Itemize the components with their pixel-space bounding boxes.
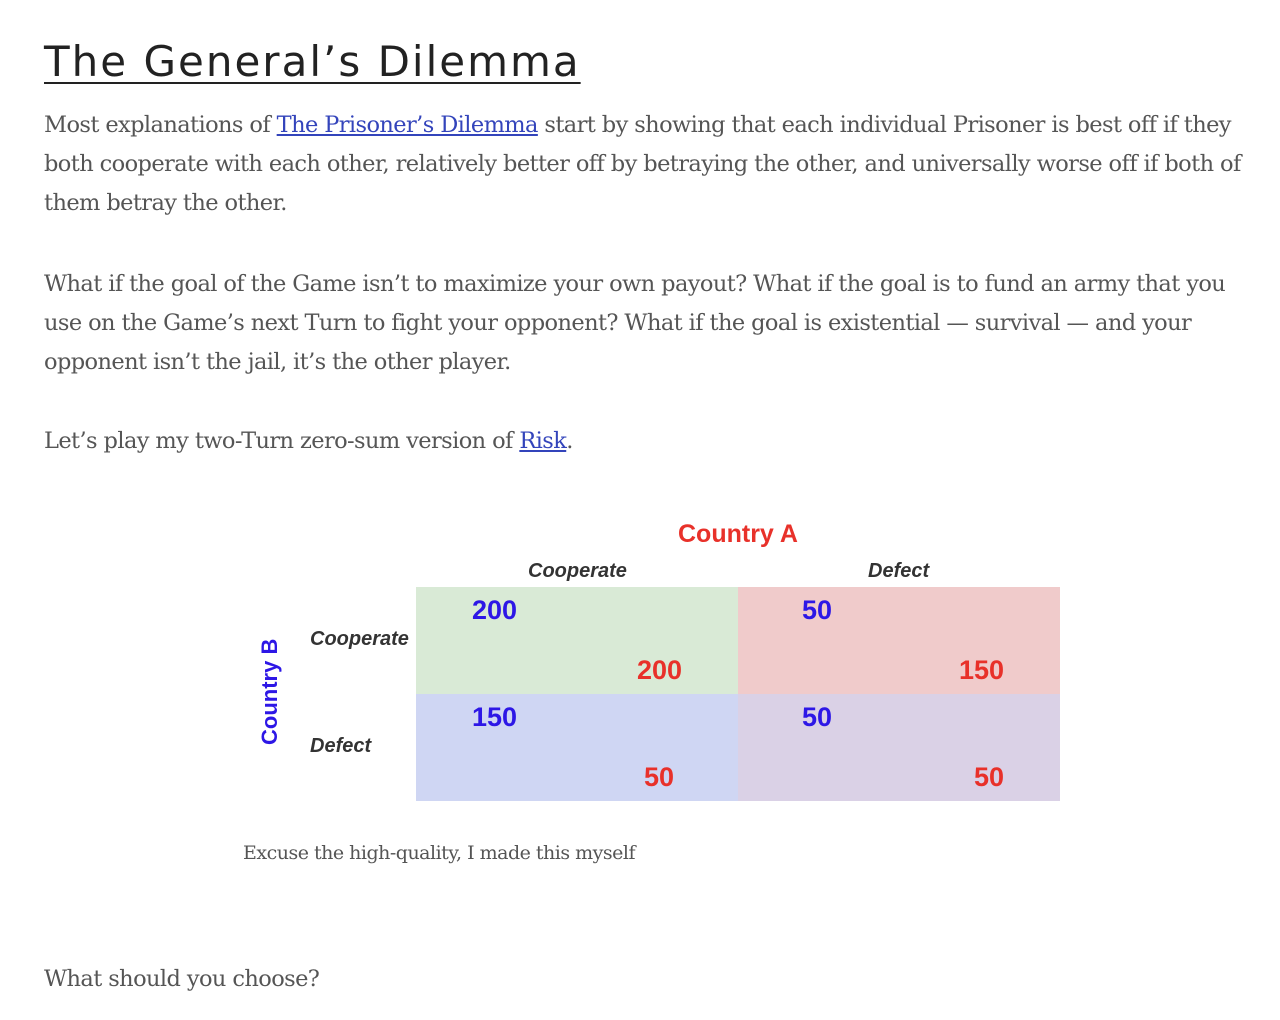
payoff-country-b: 50 xyxy=(802,702,833,732)
row-player-label: Country B xyxy=(257,638,282,746)
payoff-country-a: 150 xyxy=(958,655,1004,685)
paragraph-goal: What if the goal of the Game isn’t to maximize your own payout? What if the goal is to fund an army that you use on the Game’s next Turn to fight your opponent? What if the goal is existential — survival — and your opponent isn’t the jail, it’s the other player. xyxy=(44,271,1226,375)
prisoners-dilemma-link[interactable]: The Prisoner’s Dilemma xyxy=(276,112,538,138)
cell-cooperate-cooperate xyxy=(416,587,738,694)
payoff-country-b: 200 xyxy=(472,595,518,625)
payoff-grid xyxy=(416,587,1060,801)
column-header-cooperate: Cooperate xyxy=(528,560,627,582)
column-header-defect: Defect xyxy=(868,560,930,582)
column-player-label: Country A xyxy=(678,520,798,548)
paragraph-intro-text-end: start by showing that each individual Prisoner is best off if they both cooperate with each other, relatively better off by betraying the other, and universally worse off if both of them betray the other. xyxy=(44,112,1241,216)
payoff-country-a: 50 xyxy=(973,762,1004,792)
row-header-defect: Defect xyxy=(310,735,372,757)
cell-cooperate-defect xyxy=(738,587,1060,694)
payoff-country-a: 50 xyxy=(643,762,674,792)
payoff-country-b: 50 xyxy=(802,595,833,625)
paragraph-risk-text-start: Let’s play my two-Turn zero-sum version of xyxy=(44,428,520,454)
paragraph-risk xyxy=(44,422,1254,461)
cell-defect-cooperate xyxy=(416,694,738,801)
paragraph-intro-text-start: Most explanations of xyxy=(44,112,277,138)
paragraph-intro xyxy=(44,106,1254,223)
payoff-matrix-figure xyxy=(230,510,1080,830)
row-header-cooperate: Cooperate xyxy=(310,628,409,650)
paragraph-risk-text-end: . xyxy=(566,428,573,454)
article-title: The General’s Dilemma xyxy=(44,37,581,86)
paragraph-question: What should you choose? xyxy=(44,966,320,992)
figure-caption: Excuse the high-quality, I made this myself xyxy=(243,842,636,864)
risk-link[interactable]: Risk xyxy=(519,428,567,454)
cell-defect-defect xyxy=(738,694,1060,801)
payoff-country-b: 150 xyxy=(472,702,518,732)
payoff-country-a: 200 xyxy=(636,655,682,685)
